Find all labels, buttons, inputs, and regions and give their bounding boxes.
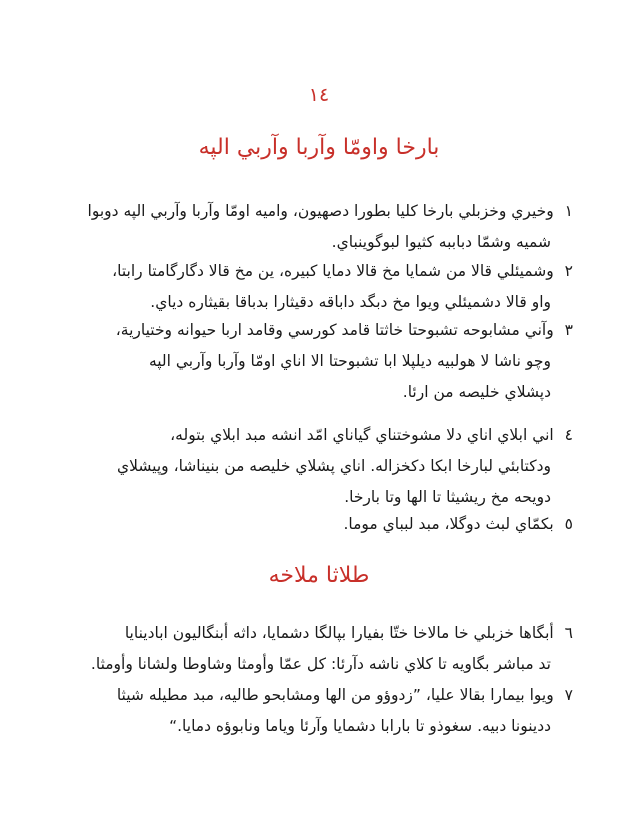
verse-text: واو قالا دشميئلي ويوا مخ دبگد داباقه دقيثارا بدباقا بقيثاره دياي.: [150, 293, 551, 311]
verse-paragraph: [65, 618, 573, 680]
verse-paragraph: [65, 256, 573, 318]
verse-text: دپشلاي خليصه من ارئا.: [402, 383, 551, 401]
verse-number: ٢: [564, 262, 573, 280]
verse-text: ددينونا دبيه. سغوذو تا بارابا دشمايا وآرئا وياما ونابوؤه دمايا.“: [169, 717, 551, 735]
verse-number: ١: [564, 202, 573, 220]
verse-paragraph: [65, 680, 573, 742]
verse-number: ٦: [564, 624, 573, 642]
verse-text: وآني مشابوحه تشبوحتا خاثتا قامد كورسي وقامد اربا حيوانه وختيارية،: [115, 321, 554, 339]
verse-text: وچو ناشا لا هولبيه ديلپلا ابا تشبوحتا الا اناي اومّا وآربا وآربي الپه: [148, 352, 551, 370]
verse-paragraph: [65, 509, 573, 540]
verse-text: شميه وشمّا دباببه كثيوا لبوگوينباي.: [331, 233, 551, 251]
verse-paragraph: [65, 315, 573, 408]
verse-text: دويحه مخ ريشيثا تا الها وتا بارخا.: [344, 488, 551, 506]
verse-number: ٣: [564, 321, 573, 339]
section-heading: طلاثا ملاخه: [268, 563, 370, 588]
verse-number: ٥: [564, 515, 573, 533]
verse-text: أبگاها خزبلي خا مالاخا ختّا بفيارا بپالگا دشمايا، داثه أبنگاليون ابادينايا: [124, 624, 554, 642]
verse-paragraph: [65, 420, 573, 513]
verse-text: تد مباشر بگاويه تا كلاي ناشه دآرئا: كل عمّا وأومثا وشاوطا ولشانا وأومثا.: [90, 655, 551, 673]
verse-text: اني ابلاي اناي دلا مشوختناي گياناي امّد انشه مبد ابلاي بتوله،: [170, 426, 554, 444]
verse-text: ودكتابئي لبارخا ابكا دكخزاله. اناي پشلاي خليصه من بنيناشا، وپيشلاي: [116, 457, 551, 475]
verse-number: ٧: [564, 686, 573, 704]
verse-text: وخيري وخزبلي بارخا كليا بطورا دصهيون، واميه اومّا وآربا وآربي الپه دوبوا: [87, 202, 554, 220]
verse-text: وشميئلي قالا من شمايا مخ قالا دمايا كبيره، ين مخ قالا دگارگامتا رابتا،: [112, 262, 554, 280]
verse-number: ٤: [564, 426, 573, 444]
page-number: ١٤: [308, 84, 330, 106]
verse-text: بكمّاي لبث دوگلا، مبد لبباي موما.: [343, 515, 554, 533]
verse-text: ويوا بيمارا بقالا عليا، ”زدوؤو من الها ومشابحو طاليه، مبد مطيله شيثا: [116, 686, 554, 704]
section-heading: بارخا واومّا وآربا وآربي الپه: [198, 135, 440, 160]
verse-paragraph: [65, 196, 573, 258]
